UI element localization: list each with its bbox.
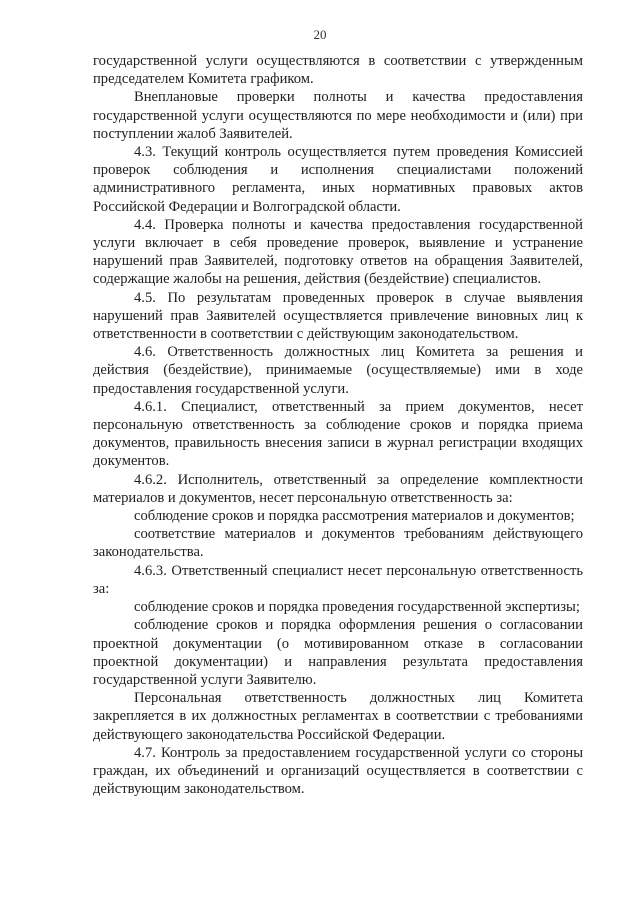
- paragraph: соблюдение сроков и порядка проведения государственной экспертизы;: [134, 599, 580, 616]
- paragraph: 4.6. Ответственность должностных лиц Комитета за решения и действия (бездействие), принимаемые (осуществляемые) ими в ходе предоставления государственной услуги.: [93, 344, 583, 397]
- paragraph: соответствие материалов и документов требованиям действующего законодательства.: [93, 526, 583, 561]
- paragraph: Персональная ответственность должностных лиц Комитета закрепляется в их должностных регламентах в соответствии с требованиями действующего законодательства Российской Федерации.: [93, 690, 583, 743]
- paragraph: 4.6.1. Специалист, ответственный за прием документов, несет персональную ответственность за соблюдение сроков и порядка приема документов, правильность внесения записи в журнал регистрации входящих документов.: [93, 398, 583, 470]
- page-number: 20: [313, 27, 327, 42]
- paragraph: государственной услуги осуществляются в соответствии с утвержденным председателем Комитета графиком.: [93, 53, 583, 88]
- paragraph: 4.3. Текущий контроль осуществляется путем проведения Комиссией проверок соблюдения и исполнения специалистами положений административного регламента, иных нормативных правовых актов Российской Федерации и Волгоградской области.: [93, 144, 583, 215]
- paragraph: 4.7. Контроль за предоставлением государственной услуги со стороны граждан, их объединений и организаций осуществляется в соответствии с действующим законодательством.: [93, 744, 583, 798]
- paragraph: Внеплановые проверки полноты и качества предоставления государственной услуги осуществляются по мере необходимости и (или) при поступлении жалоб Заявителей.: [93, 89, 583, 142]
- document-body: [93, 52, 583, 798]
- paragraph: 4.6.2. Исполнитель, ответственный за определение комплектности материалов и документов, несет персональную ответственность за:: [93, 471, 583, 506]
- paragraph: 4.6.3. Ответственный специалист несет персональную ответственность за:: [93, 562, 583, 597]
- paragraph: соблюдение сроков и порядка оформления решения о согласовании проектной документации (о мотивированном отказе в согласовании проектной документации) и направления результата предоставления государственной услуги Заявителю.: [93, 617, 583, 688]
- paragraph: 4.4. Проверка полноты и качества предоставления государственной услуги включает в себя проведение проверок, выявление и устранение нарушений прав Заявителей, подготовку ответов на обращения Заявителей, содержащие жалобы на решения, действия (бездействие) специалистов.: [93, 216, 583, 288]
- paragraph: соблюдение сроков и порядка рассмотрения материалов и документов;: [134, 508, 575, 525]
- paragraph: 4.5. По результатам проведенных проверок в случае выявления нарушений прав Заявителей осуществляется привлечение виновных лиц к ответственности в соответствии с действующим законодательством.: [93, 289, 583, 343]
